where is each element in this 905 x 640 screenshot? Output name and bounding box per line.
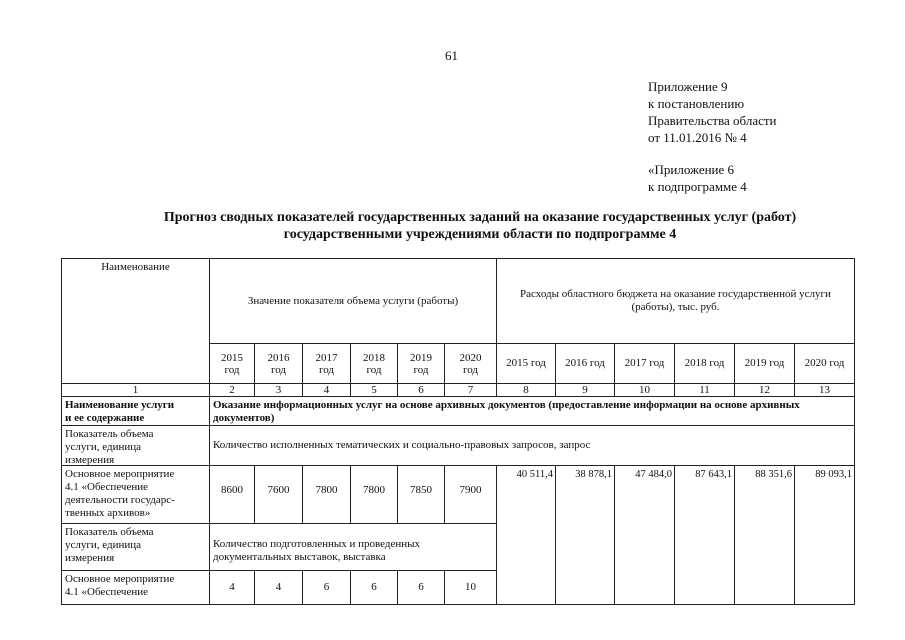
year-number: 2019 [410, 351, 432, 364]
expense-value-cell [794, 465, 855, 605]
expense-year-cell [794, 343, 855, 384]
volume-value-cell [254, 465, 303, 524]
expense-year-cell [674, 343, 735, 384]
service-value: Оказание информационных услуг на основе архивных документов (предоставление информации на основе архивных документов) [213, 399, 800, 424]
service-label-line: Наименование услуги [65, 399, 175, 411]
expense-year-cell [496, 343, 556, 384]
activity-label-cell [61, 570, 210, 605]
year-suffix: год [462, 363, 479, 376]
forecast-table [61, 258, 855, 640]
column-number-cell [350, 383, 398, 397]
volume-value: 7800 [315, 484, 338, 496]
appendix-line: от 11.01.2016 № 4 [648, 130, 747, 145]
activity-label-cell [61, 465, 210, 524]
column-number: 5 [371, 383, 377, 396]
indicator-label-line: услуги, единица [65, 539, 142, 551]
indicator-label-line: измерения [65, 552, 115, 564]
activity-label-line: Основное мероприятие [65, 468, 175, 480]
page-number: 61 [445, 48, 458, 63]
appendix-line: Приложение 9 [648, 79, 728, 94]
indicator-label-line: Показатель объема [65, 526, 154, 538]
volume-year-cell [350, 343, 398, 384]
column-number: 8 [523, 383, 529, 396]
expense-value-cell [496, 465, 556, 605]
appendix-line: Правительства области [648, 113, 777, 128]
year-number: 2017 [315, 351, 338, 364]
volume-value: 6 [323, 581, 330, 593]
indicator-value-line: Количество подготовленных и проведенных [213, 538, 421, 550]
column-number: 1 [132, 383, 139, 396]
volume-value-cell [254, 570, 303, 605]
appendix-line: «Приложение 6 [648, 162, 735, 177]
column-number-cell [397, 383, 445, 397]
column-number: 2 [229, 383, 235, 396]
column-number-cell [302, 383, 351, 397]
volume-value-cell [302, 570, 351, 605]
volume-value-cell [444, 570, 497, 605]
activity-label-line: Основное мероприятие [65, 573, 175, 585]
volume-value: 7600 [267, 484, 290, 496]
volume-header-cell [209, 258, 497, 344]
volume-value: 6 [371, 581, 377, 593]
expense-year: 2015 год [506, 357, 546, 369]
column-number: 4 [323, 383, 330, 396]
volume-value-cell [209, 570, 255, 605]
volume-value: 7850 [410, 484, 432, 496]
column-number-cell [674, 383, 735, 397]
expenses-header: Расходы областного бюджета на оказание государственной услуги (работы), тыс. руб. [520, 288, 831, 313]
expense-value: 38 878,1 [575, 469, 612, 480]
indicator-value-cell [209, 425, 855, 466]
year-number: 2016 [267, 351, 290, 364]
column-number: 13 [819, 383, 830, 396]
expense-year: 2017 год [624, 357, 665, 369]
volume-year-cell [254, 343, 303, 384]
volume-value-cell [350, 570, 398, 605]
name-header: Наименование [101, 261, 170, 273]
volume-year-cell [302, 343, 351, 384]
expense-year: 2016 год [565, 357, 605, 369]
column-number-cell [555, 383, 615, 397]
column-number-cell [61, 383, 210, 397]
year-suffix: год [366, 363, 382, 376]
column-number-cell [496, 383, 556, 397]
volume-year-cell [444, 343, 497, 384]
volume-year-cell [209, 343, 255, 384]
indicator-label-cell [61, 523, 210, 571]
year-number: 2015 [221, 351, 243, 364]
volume-value-cell [209, 465, 255, 524]
expense-year-cell [555, 343, 615, 384]
year-suffix: год [413, 363, 429, 376]
title-line-2: государственными учреждениями области по подпрограмме 4 [283, 227, 677, 242]
volume-value: 7800 [363, 484, 385, 496]
volume-value-cell [397, 570, 445, 605]
column-number-cell [794, 383, 855, 397]
expense-value: 87 643,1 [695, 469, 732, 480]
column-number-cell [209, 383, 255, 397]
indicator-label-line: измерения [65, 454, 115, 466]
volume-year-cell [397, 343, 445, 384]
volume-value: 6 [418, 581, 424, 593]
indicator-label-line: Показатель объема [65, 428, 154, 440]
volume-value-cell [350, 465, 398, 524]
expense-value: 40 511,4 [516, 469, 553, 480]
expense-year-cell [734, 343, 795, 384]
expense-year: 2019 год [744, 357, 785, 369]
indicator-label-cell [61, 425, 210, 466]
expenses-header-cell [496, 258, 855, 344]
volume-value: 8600 [221, 484, 243, 496]
name-header-cell [61, 258, 210, 384]
appendix-line: к подпрограмме 4 [648, 179, 747, 194]
service-label-line: и ее содержание [65, 412, 145, 424]
year-suffix: год [270, 363, 287, 376]
expense-value: 47 484,0 [635, 469, 672, 480]
appendix-block [648, 78, 777, 195]
volume-value: 10 [465, 581, 476, 593]
service-value-cell [209, 396, 855, 426]
expense-value: 88 351,6 [755, 469, 792, 480]
column-number: 12 [759, 383, 770, 396]
column-number: 6 [418, 383, 424, 396]
volume-header: Значение показателя объема услуги (работы) [247, 294, 459, 307]
expense-year-cell [614, 343, 675, 384]
column-number: 7 [467, 383, 474, 396]
column-number: 3 [275, 383, 282, 396]
indicator-label-line: услуги, единица [65, 441, 142, 453]
year-number: 2018 [363, 351, 385, 364]
column-number-cell [734, 383, 795, 397]
expense-value-cell [555, 465, 615, 605]
column-number-cell [254, 383, 303, 397]
activity-label-line: 4.1 «Обеспечение [65, 481, 148, 493]
indicator-value: Количество исполненных тематических и социально-правовых запросов, запрос [213, 439, 591, 451]
expense-year: 2018 год [684, 357, 725, 369]
volume-value-cell [397, 465, 445, 524]
year-number: 2020 [459, 351, 482, 364]
activity-label-line: деятельности государс- [65, 494, 175, 506]
indicator-value-cell [209, 523, 497, 571]
volume-value-cell [302, 465, 351, 524]
expense-value-cell [734, 465, 795, 605]
volume-value: 4 [275, 581, 282, 593]
expense-value-cell [614, 465, 675, 605]
service-label-cell [61, 396, 210, 426]
title-line-1: Прогноз сводных показателей государственных заданий на оказание государственных услуг (работ) [163, 210, 797, 225]
activity-label-line: 4.1 «Обеспечение [65, 586, 148, 598]
year-suffix: год [318, 363, 335, 376]
expense-value: 89 093,1 [815, 469, 852, 480]
volume-value: 7900 [459, 484, 482, 496]
expense-value-cell [674, 465, 735, 605]
column-number-cell [444, 383, 497, 397]
column-number-cell [614, 383, 675, 397]
activity-label-line: твенных архивов» [65, 507, 151, 519]
volume-value: 4 [229, 581, 235, 593]
year-suffix: год [224, 363, 240, 376]
volume-value-cell [444, 465, 497, 524]
column-number: 9 [582, 383, 588, 396]
document-title [100, 209, 860, 243]
column-number: 10 [639, 383, 650, 396]
indicator-value-line: документальных выставок, выставка [213, 551, 386, 563]
column-number: 11 [699, 383, 710, 396]
appendix-line: к постановлению [648, 96, 745, 111]
expense-year: 2020 год [804, 357, 845, 369]
